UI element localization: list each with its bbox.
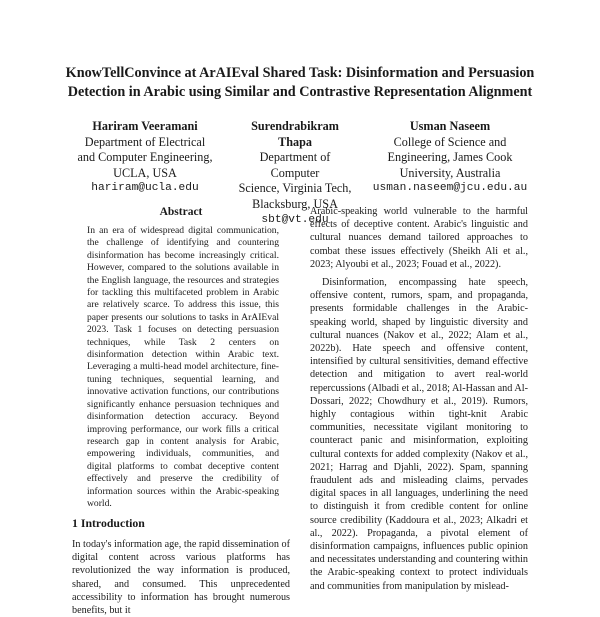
author-affiliation: Engineering, James Cook bbox=[387, 150, 513, 165]
author-affiliation: Science, Virginia Tech, bbox=[238, 181, 352, 196]
abstract-text: In an era of widespread digital communication, the challenge of identifying and countering disinformation has become increasingly critical. However, compared to the solutions available in the English language, the resources and strategies for tackling this multifaceted problem in Arabic are relatively scarce. To address this issue, this paper presents our solutions to tasks in ArAIEval 2023. Task 1 focuses on detecting persuasion techniques, while Task 2 centers on disinformation detection within Arabic text. Leveraging a multi-head model architecture, fine-tuning techniques, sequential learning, and innovative activation functions, our contributions significantly enhance persuasion techniques and disinformation detection accuracy. Beyond improving performance, our work fills a critical research gap in content analysis for Arabic, empowering individuals, communities, and digital platforms to combat deceptive content effectively and preserve the credibility of information sources within the Arabic-speaking world. bbox=[87, 225, 279, 509]
author-email[interactable]: hariram@ucla.edu bbox=[91, 182, 199, 195]
author-affiliation: Department of Electrical bbox=[84, 134, 206, 149]
author-affiliation: University, Australia bbox=[399, 165, 501, 180]
author-name: Usman Naseem bbox=[409, 119, 491, 133]
section-heading: 1 Introduction bbox=[72, 516, 145, 530]
author-1 bbox=[70, 119, 220, 197]
author-email[interactable]: usman.naseem@jcu.edu.au bbox=[372, 182, 528, 195]
author-affiliation: Blacksburg, USA bbox=[252, 196, 338, 211]
intro-paragraph: In today's information age, the rapid dissemination of digital content across various platforms has revolutionized the way information is produced, shared, and consumed. This unprecedented accessibility to information has brought numerous benefits, but it bbox=[72, 539, 290, 617]
body-paragraph: Disinformation, encompassing hate speech, offensive content, rumors, spam, and propaganda, presents formidable challenges in the Arabic-speaking world, shaped by linguistic diversity and cultural nuances (Nakov et al., 2022; Alam et al., 2022b). Hate speech and offensive content, intensified by cultural sensitivities, demand effective detection and mitigation to avert real-world repercussions (Albadi et al., 2018; Al-Hassan and Al-Dossari, 2022; Chowdhury et al., 2019). Rumors, highly contagious within tight-knit Arabic communities, necessitate vigilant monitoring to counteract panic and misinformation, exploiting cultural contexts for added complexity (Nakov et al., 2021; Harrag and Djahli, 2022). Spam, spanning fraudulent ads and misleading claims, pervades digital spaces in all languages, underlining the need to distinguish it from credible content for online source credibility (Kaddoura et al., 2023; Alkadri et al., 2022). Propaganda, a pivotal element of disinformation campaigns, influences public opinion and necessitates understanding and countering within the Arabic-speaking context to protect individuals and communities from manipulation by mislead- bbox=[310, 277, 528, 592]
body-paragraph: Arabic-speaking world vulnerable to the harmful effects of deceptive content. Arabic's linguistic and cultural nuances demand tailored approaches to combat these issues effectively (Sheikh Ali et al., 2023; Alyoubi et al., 2023; Fouad et al., 2022). bbox=[310, 206, 528, 270]
author-affiliation: Department of Computer bbox=[259, 150, 331, 180]
author-3 bbox=[365, 119, 535, 197]
author-affiliation: UCLA, USA bbox=[113, 165, 177, 180]
paper-title: KnowTellConvince at ArAIEval Shared Task: Disinformation and Persuasion Detection in Arabic using Similar and Contrastive Representation Alignment bbox=[65, 65, 535, 100]
author-email[interactable]: sbt@vt.edu bbox=[261, 213, 329, 226]
abstract-heading: Abstract bbox=[159, 206, 203, 218]
author-affiliation: College of Science and bbox=[393, 134, 507, 149]
author-name: Surendrabikram Thapa bbox=[251, 119, 339, 149]
author-affiliation: and Computer Engineering, bbox=[77, 150, 213, 165]
author-name: Hariram Veeramani bbox=[92, 119, 198, 133]
